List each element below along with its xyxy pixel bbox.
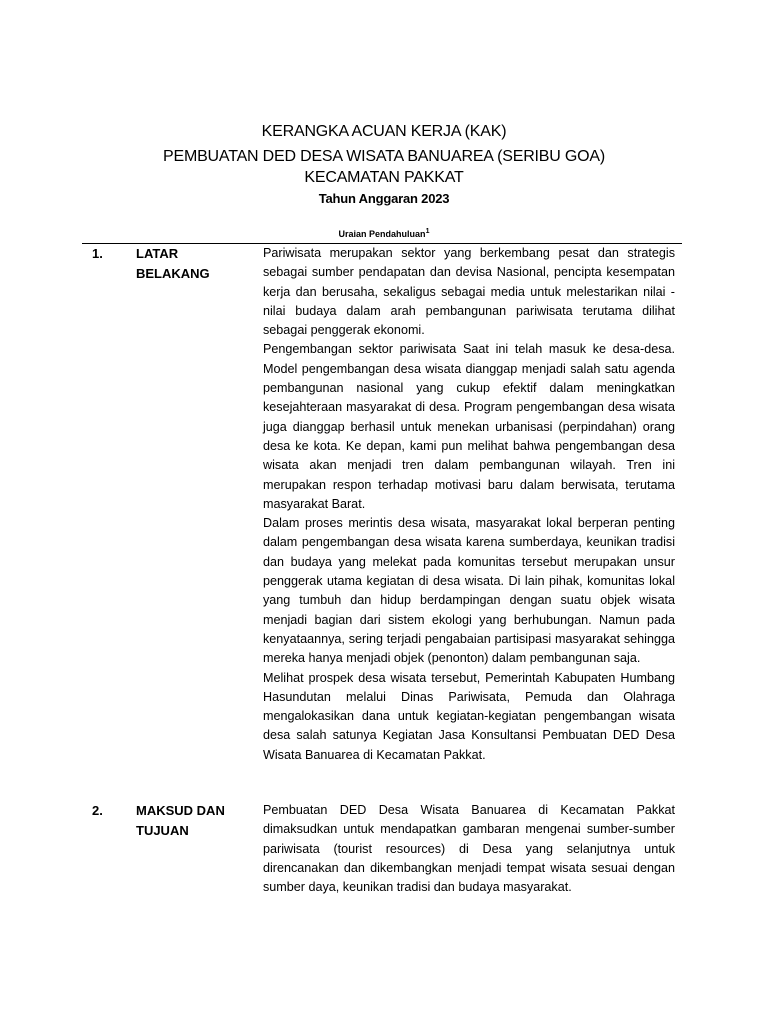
- section-body: [263, 801, 675, 897]
- document-title: KERANGKA ACUAN KERJA (KAK): [261, 123, 507, 140]
- section-label-line: BELAKANG: [136, 266, 210, 281]
- paragraph: Pariwisata merupakan sektor yang berkembang pesat dan strategis sebagai sumber pendapatan dan devisa Nasional, pencipta kesempatan kerja dan berusaha, sekaligus sebagai media untuk melestarikan nilai - nilai budaya dalam arah pembangunan pariwisata terutama dilihat sebagai penggerak ekonomi.: [263, 246, 675, 338]
- section-label-line: TUJUAN: [136, 823, 189, 838]
- fiscal-year: Tahun Anggaran 2023: [318, 191, 450, 206]
- section-label: [136, 244, 246, 284]
- footnote-marker: 1: [425, 228, 430, 235]
- section-body: [263, 244, 675, 765]
- paragraph: Pembuatan DED Desa Wisata Banuarea di Kecamatan Pakkat dimaksudkan untuk mendapatkan gambaran mengenai sumber-sumber pariwisata (tourist resources) di Desa yang selanjutnya untuk direncanakan dan dikembangkan menjadi tempat wisata sesuai dengan sumber daya, keunikan tradisi dan budaya masyarakat.: [263, 803, 675, 895]
- section-label-line: MAKSUD DAN: [136, 803, 225, 818]
- intro-heading-text: Uraian Pendahuluan: [338, 229, 426, 239]
- paragraph: Pengembangan sektor pariwisata Saat ini telah masuk ke desa-desa. Model pengembangan desa wisata dianggap menjadi salah satu agenda pembangunan nasional yang cukup efektif dalam meningkatkan kesejahteraan masyarakat di desa. Program pengembangan desa wisata juga dianggap berhasil untuk menekan urbanisasi (perpindahan) orang desa ke kota. Ke depan, kami pun melihat bahwa pengembangan desa wisata akan menjadi tren dalam pembangunan wilayah. Tren ini merupakan respon terhadap motivasi baru dalam berwisata, terutama masyarakat Barat.: [263, 342, 675, 511]
- document-subtitle: PEMBUATAN DED DESA WISATA BANUAREA (SERIBU GOA): [163, 148, 605, 165]
- paragraph: Melihat prospek desa wisata tersebut, Pemerintah Kabupaten Humbang Hasundutan melalui Dinas Pariwisata, Pemuda dan Olahraga mengalokasikan dana untuk kegiatan-kegiatan pengembangan wisata desa salah satunya Kegiatan Jasa Konsultansi Pembuatan DED Desa Wisata Banuarea di Kecamatan Pakkat.: [263, 670, 675, 762]
- section-number: 2.: [92, 803, 103, 818]
- document-location: KECAMATAN PAKKAT: [304, 169, 464, 186]
- intro-heading: [0, 228, 768, 239]
- section-number: 1.: [92, 246, 103, 261]
- section-label-line: LATAR: [136, 246, 179, 261]
- section-label: [136, 801, 246, 841]
- paragraph: Dalam proses merintis desa wisata, masyarakat lokal berperan penting dalam pengembangan desa wisata karena sumberdaya, keunikan tradisi dan budaya yang melekat pada komunitas tersebut merupakan unsur penggerak utama kegiatan di desa wisata. Di lain pihak, komunitas lokal yang tumbuh dan hidup berdampingan dengan suatu objek wisata menjadi bagian dari sistem ekologi yang berhubungan. Namun pada kenyataannya, sering terjadi pengabaian partisipasi masyarakat sehingga mereka hanya menjadi objek (penonton) dalam pembangunan saja.: [263, 516, 675, 666]
